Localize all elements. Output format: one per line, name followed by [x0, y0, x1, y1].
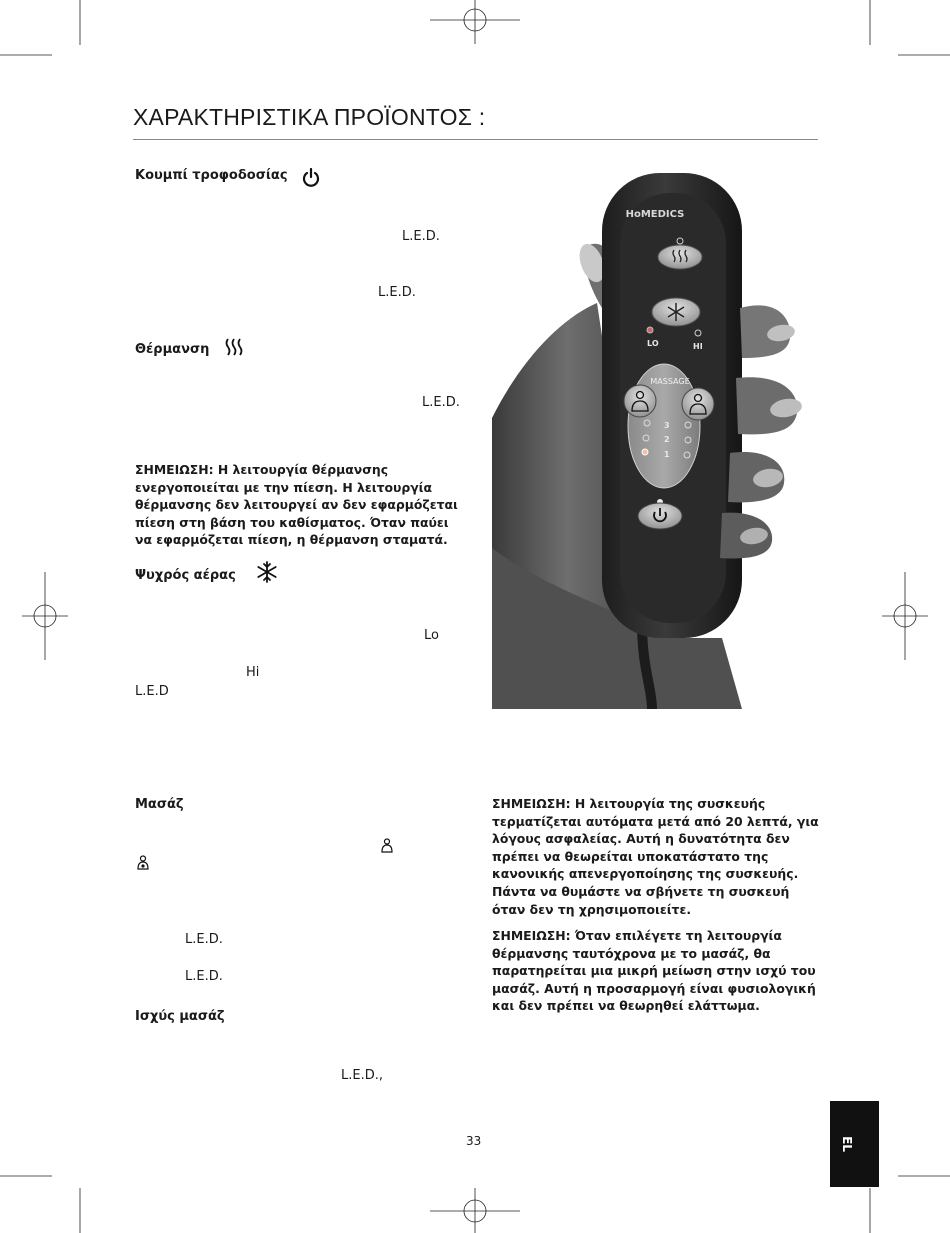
registration-mark-top: [430, 0, 520, 44]
cool-led: L.E.D: [135, 684, 169, 699]
cool-lo: Lo: [424, 628, 439, 643]
massage-heading: Μασάζ: [135, 797, 184, 812]
heat-led: L.E.D.: [422, 395, 460, 410]
intensity-led: L.E.D.,: [341, 1068, 383, 1083]
heat-heading: Θέρμανση: [135, 342, 210, 357]
cool-heading: Ψυχρός αέρας: [135, 568, 236, 583]
power-icon: [302, 167, 320, 187]
heat-note: ΣΗΜΕΙΩΣΗ: Η λειτουργία θέρμανσης ενεργοποιείται με την πίεση. Η λειτουργία θέρμανσης δεν λειτουργεί αν δεν εφαρμόζεται πίεση στη βάση του καθίσματος. Όταν παύει να εφαρμόζεται πίεση, η θέρμανση σταματά.: [135, 462, 458, 548]
intensity-heading: Ισχύς μασάζ: [135, 1009, 225, 1024]
remote-hi-label: HI: [693, 342, 703, 351]
upper-body-massage-icon: [380, 838, 394, 854]
remote-massage-label: MASSAGE: [650, 377, 690, 386]
language-tab-label: EL: [839, 1136, 854, 1152]
page-title: ΧΑΡΑΚΤΗΡΙΣΤΙΚΑ ΠΡΟΪΟΝΤΟΣ :: [133, 104, 486, 130]
registration-mark-right: [882, 572, 928, 660]
title-rule: [133, 139, 818, 140]
heat-massage-note: ΣΗΜΕΙΩΣΗ: Όταν επιλέγετε τη λειτουργία θέρμανσης ταυτόχρονα με το μασάζ, θα παρατηρείται μια μικρή μείωση στην ισχύ του μασάζ. Αυτή η προσαρμογή είναι φυσιολογική και δεν πρέπει να θεωρηθεί ελάττωμα.: [492, 928, 816, 1014]
lower-body-massage-icon: [136, 855, 150, 871]
massage-led-1: L.E.D.: [185, 932, 223, 947]
brand-logo: HoMEDICS: [625, 209, 685, 220]
power-heading: Κουμπί τροφοδοσίας: [135, 168, 288, 183]
heat-waves-icon: [224, 337, 244, 359]
remote-level-1: 1: [664, 450, 670, 459]
remote-level-3: 3: [664, 421, 670, 430]
remote-level-2: 2: [664, 435, 670, 444]
massage-led-2: L.E.D.: [185, 969, 223, 984]
snowflake-icon: [256, 561, 278, 583]
page-number: 33: [466, 1134, 482, 1148]
auto-off-note: ΣΗΜΕΙΩΣΗ: Η λειτουργία της συσκευής τερματίζεται αυτόματα μετά από 20 λεπτά, για λόγους ασφαλείας. Αυτή η δυνατότητα δεν πρέπει να θεωρείται υποκατάστατο της κανονικής απενεργοποίησης της συσκευής. Πάντα να θυμάστε να σβήνετε τη συσκευή όταν δεν τη χρησιμοποιείτε.: [492, 796, 819, 917]
registration-mark-bottom: [430, 1188, 520, 1233]
remote-control-photo: [492, 168, 820, 709]
remote-lo-label: LO: [647, 339, 659, 348]
cool-hi: Hi: [246, 665, 260, 680]
power-led-1: L.E.D.: [402, 229, 440, 244]
language-tab: [830, 1101, 879, 1187]
registration-mark-left: [22, 572, 68, 660]
power-led-2: L.E.D.: [378, 285, 416, 300]
